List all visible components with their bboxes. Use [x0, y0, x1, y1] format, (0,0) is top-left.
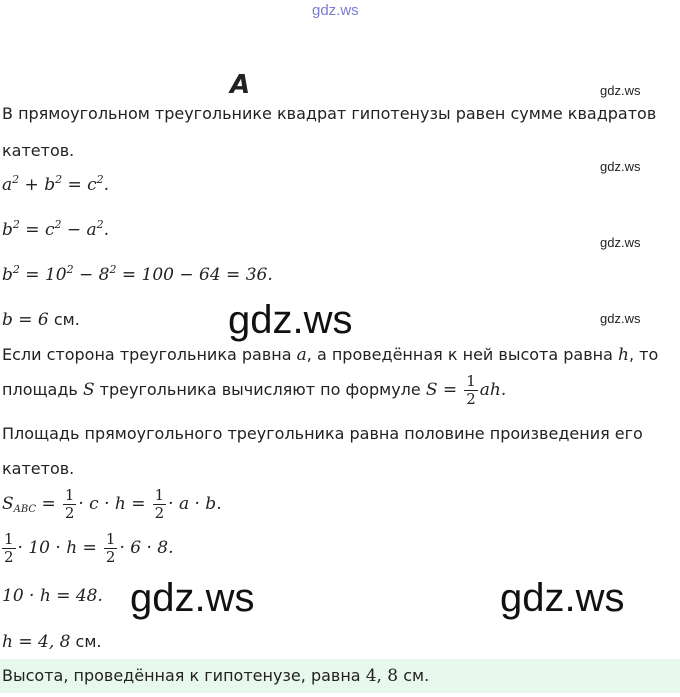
fraction-denominator: 2 — [4, 548, 14, 566]
math-b-value: b = 6 — [2, 310, 49, 330]
math-var: a — [296, 345, 307, 365]
fraction-denominator: 2 — [64, 504, 75, 522]
h-result — [2, 632, 102, 652]
paragraph-line: катетов. — [2, 141, 75, 160]
paragraph-line — [2, 345, 658, 365]
watermark-small: gdz.ws — [600, 311, 641, 326]
math-h-value: h = 4, 8 — [2, 632, 71, 652]
paragraph-line: В прямоугольном треугольнике квадрат гипотенузы равен сумме квадратов — [2, 104, 657, 123]
watermark-big: gdz.ws — [130, 576, 255, 620]
unit-label: см. — [70, 632, 102, 651]
watermark-big: gdz.ws — [228, 298, 353, 342]
math-equation-2: 10 · h = 48. — [2, 586, 103, 606]
fraction-denominator: 2 — [154, 504, 165, 522]
fraction — [63, 487, 77, 522]
watermark-top: gdz.ws — [312, 2, 359, 19]
watermark-small: gdz.ws — [600, 235, 641, 250]
section-heading: A — [230, 70, 251, 100]
fraction — [464, 373, 478, 408]
paragraph-line: катетов. — [2, 459, 75, 478]
math-expr: · a · b. — [168, 494, 222, 514]
paragraph-line — [2, 372, 506, 408]
fraction-denominator: 2 — [466, 390, 476, 408]
b-result — [2, 310, 80, 330]
text-span: , то — [628, 345, 659, 364]
fraction-numerator: 1 — [64, 486, 75, 504]
fraction — [153, 487, 167, 522]
text-span: треугольника вычисляют по формуле — [94, 380, 426, 399]
unit-label: см. — [48, 310, 80, 329]
math-expr: · 10 · h = — [17, 538, 97, 558]
answer-text: Высота, проведённая к гипотенузе, равна — [2, 666, 366, 685]
watermark-big: gdz.ws — [500, 576, 625, 620]
watermark-small: gdz.ws — [600, 159, 641, 174]
unit-label: см. — [398, 666, 430, 685]
math-equation-1 — [0, 530, 174, 566]
math-b-calc: $b^2 = 10^2 - 8^2 = 100 - 64 = 36$. — [2, 263, 273, 285]
answer-box — [0, 659, 680, 693]
fraction-numerator: 1 — [4, 530, 14, 548]
math-pythagoras: $a^2 + b^2 = c^2$. — [2, 173, 110, 195]
math-var: S — [82, 380, 95, 400]
fraction-numerator: 1 — [154, 486, 165, 504]
paragraph-line: Площадь прямоугольного треугольника равна половине произведения его — [2, 424, 643, 443]
text-span: , а проведённая к ней высота равна — [306, 345, 618, 364]
math-var: h — [618, 345, 629, 365]
math-expr: · 6 · 8. — [119, 538, 174, 558]
text-span: площадь — [2, 380, 83, 399]
text-span: Если сторона треугольника равна — [2, 345, 297, 364]
fraction — [104, 531, 118, 566]
math-b-squared: $b^2 = c^2 - a^2$. — [2, 218, 110, 240]
math-expr: ah. — [479, 380, 507, 400]
answer-line — [2, 666, 429, 686]
fraction-numerator: 1 — [105, 530, 116, 548]
math-expr: S = — [425, 380, 458, 400]
math-expr: · c · h = — [78, 494, 146, 514]
answer-value: 4, 8 — [365, 666, 399, 686]
watermark-small: gdz.ws — [600, 83, 641, 98]
fraction-numerator: 1 — [466, 372, 476, 390]
fraction-denominator: 2 — [105, 548, 116, 566]
fraction — [2, 531, 16, 566]
math-area-abc: $S_{ABC}$ = $\frac{1}{2}$ · c · h = $\frac{1}{2}$ · a · b. — [2, 486, 222, 522]
